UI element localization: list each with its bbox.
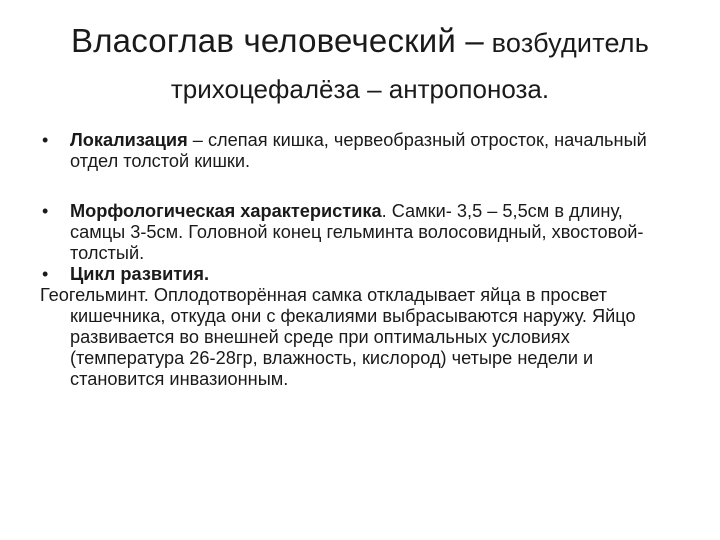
bullet-localization-text: – слепая кишка, червеобразный отросток, начальный отдел толстой кишки. bbox=[70, 130, 647, 171]
bullet-morphology bbox=[40, 201, 680, 264]
bullet-life-cycle bbox=[40, 264, 680, 285]
slide-body bbox=[40, 130, 680, 390]
bullet-morphology-heading: Морфологическая характеристика bbox=[70, 201, 382, 221]
bullet-morphology-text: . Самки- 3,5 – 5,5см в длину, самцы 3-5см. Головной конец гельминта волосовидный, хвостовой-толстый. bbox=[70, 201, 644, 263]
slide-title-line-2: трихоцефалёза – антропоноза. bbox=[170, 74, 550, 104]
title-small-text: возбудитель bbox=[483, 28, 650, 58]
title-main-text: Власоглав человеческий – bbox=[70, 22, 484, 59]
bullet-life-cycle-heading: Цикл развития. bbox=[70, 264, 209, 284]
bullet-localization bbox=[40, 130, 680, 172]
bullet-localization-heading: Локализация bbox=[70, 130, 188, 150]
slide-title-line-1 bbox=[20, 22, 700, 60]
life-cycle-paragraph: Геогельминт. Оплодотворённая самка откладывает яйца в просвет кишечника, откуда они с фекалиями выбрасываются наружу. Яйцо развивается во внешней среде при оптимальных условиях (температура 26-28гр, влажность, кислород) четыре недели и становится инвазионным. bbox=[40, 285, 636, 389]
